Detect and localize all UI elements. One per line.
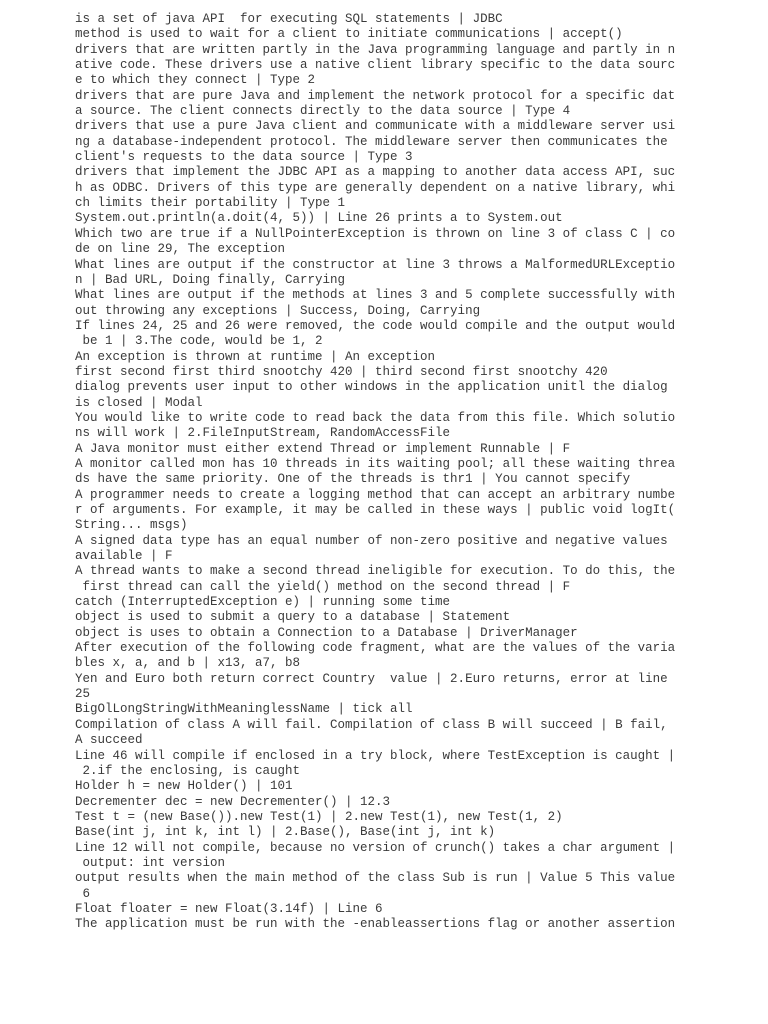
text-line: bles x, a, and b | x13, a7, b8	[75, 656, 301, 671]
text-line: method is used to wait for a client to initiate communications | accept()	[75, 27, 623, 42]
text-line: 6	[75, 886, 91, 901]
text-line: object is uses to obtain a Connection to a Database | DriverManager	[75, 625, 578, 640]
text-line: output results when the main method of the class Sub is run | Value 5 This value	[75, 871, 675, 886]
text-line: A thread wants to make a second thread ineligible for execution. To do this, the	[75, 564, 675, 579]
text-line: String... msgs)	[75, 518, 188, 533]
text-line: Compilation of class A will fail. Compilation of class B will succeed | B fail,	[75, 717, 668, 732]
text-line: out throwing any exceptions | Success, Doing, Carrying	[75, 303, 481, 318]
text-line: Test t = (new Base()).new Test(1) | 2.new Test(1), new Test(1, 2)	[75, 809, 563, 824]
text-line: A monitor called mon has 10 threads in its waiting pool; all these waiting threa	[75, 456, 675, 471]
text-line: Base(int j, int k, int l) | 2.Base(), Base(int j, int k)	[75, 825, 496, 840]
text-line: A programmer needs to create a logging method that can accept an arbitrary numbe	[75, 487, 675, 502]
text-line: ds have the same priority. One of the threads is thr1 | You cannot specify	[75, 472, 631, 487]
text-line: ch limits their portability | Type 1	[75, 196, 346, 211]
text-line: object is used to submit a query to a database | Statement	[75, 610, 511, 625]
text-line: output: int version	[75, 855, 226, 870]
document-text	[75, 12, 675, 933]
text-line: r of arguments. For example, it may be called in these ways | public void logIt(	[75, 503, 675, 517]
text-line: A succeed	[75, 733, 143, 748]
text-line: ative code. These drivers use a native client library specific to the data sourc	[75, 58, 675, 73]
text-line: Line 46 will compile if enclosed in a try block, where TestException is caught |	[75, 748, 675, 763]
text-line: is a set of java API for executing SQL statements | JDBC	[75, 12, 503, 26]
text-line: dialog prevents user input to other windows in the application unitl the dialog	[75, 380, 668, 395]
text-line: BigOlLongStringWithMeaninglessName | tick all	[75, 702, 413, 717]
text-line: client's requests to the data source | Type 3	[75, 150, 413, 165]
text-line: catch (InterruptedException e) | running some time	[75, 595, 451, 610]
text-line: de on line 29, The exception	[75, 242, 286, 257]
text-line: a source. The client connects directly to the data source | Type 4	[75, 104, 571, 119]
text-line: available | F	[75, 549, 173, 564]
text-line: Yen and Euro both return correct Country value | 2.Euro returns, error at line	[75, 671, 668, 686]
text-line: What lines are output if the constructor at line 3 throws a MalformedURLExceptio	[75, 257, 675, 272]
text-line: Which two are true if a NullPointerException is thrown on line 3 of class C | co	[75, 226, 675, 241]
text-line: e to which they connect | Type 2	[75, 73, 316, 88]
text-line: 25	[75, 687, 91, 702]
text-line: Holder h = new Holder() | 101	[75, 779, 293, 794]
text-line: n | Bad URL, Doing finally, Carrying	[75, 272, 346, 287]
text-line: Float floater = new Float(3.14f) | Line 6	[75, 901, 383, 916]
text-line: drivers that use a pure Java client and communicate with a middleware server usi	[75, 119, 675, 134]
text-line: After execution of the following code fragment, what are the values of the varia	[75, 641, 675, 656]
text-line: System.out.println(a.doit(4, 5)) | Line 26 prints a to System.out	[75, 211, 563, 226]
text-line: first second first third snootchy 420 | third second first snootchy 420	[75, 364, 608, 379]
text-line: first thread can call the yield() method on the second thread | F	[75, 579, 571, 594]
text-line: be 1 | 3.The code, would be 1, 2	[75, 334, 323, 349]
text-line: drivers that implement the JDBC API as a mapping to another data access API, suc	[75, 165, 675, 180]
text-line: A Java monitor must either extend Thread or implement Runnable | F	[75, 441, 571, 456]
text-line: An exception is thrown at runtime | An exception	[75, 349, 436, 364]
text-line: drivers that are pure Java and implement the network protocol for a specific dat	[75, 88, 675, 103]
text-line: If lines 24, 25 and 26 were removed, the code would compile and the output would	[75, 318, 675, 333]
text-line: Line 12 will not compile, because no version of crunch() takes a char argument |	[75, 840, 675, 855]
text-line: Decrementer dec = new Decrementer() | 12.3	[75, 794, 391, 809]
text-line: h as ODBC. Drivers of this type are generally dependent on a native library, whi	[75, 180, 675, 195]
text-line: You would like to write code to read back the data from this file. Which solutio	[75, 410, 675, 425]
text-line: ng a database-independent protocol. The middleware server then communicates the	[75, 134, 668, 149]
text-line: What lines are output if the methods at lines 3 and 5 complete successfully with	[75, 288, 675, 303]
text-line: A signed data type has an equal number of non-zero positive and negative values	[75, 533, 668, 548]
text-line: ns will work | 2.FileInputStream, RandomAccessFile	[75, 426, 451, 441]
text-line: drivers that are written partly in the Java programming language and partly in n	[75, 42, 675, 57]
text-line: 2.if the enclosing, is caught	[75, 763, 301, 778]
text-line: is closed | Modal	[75, 395, 203, 410]
text-line: The application must be run with the -enableassertions flag or another assertion	[75, 917, 675, 932]
